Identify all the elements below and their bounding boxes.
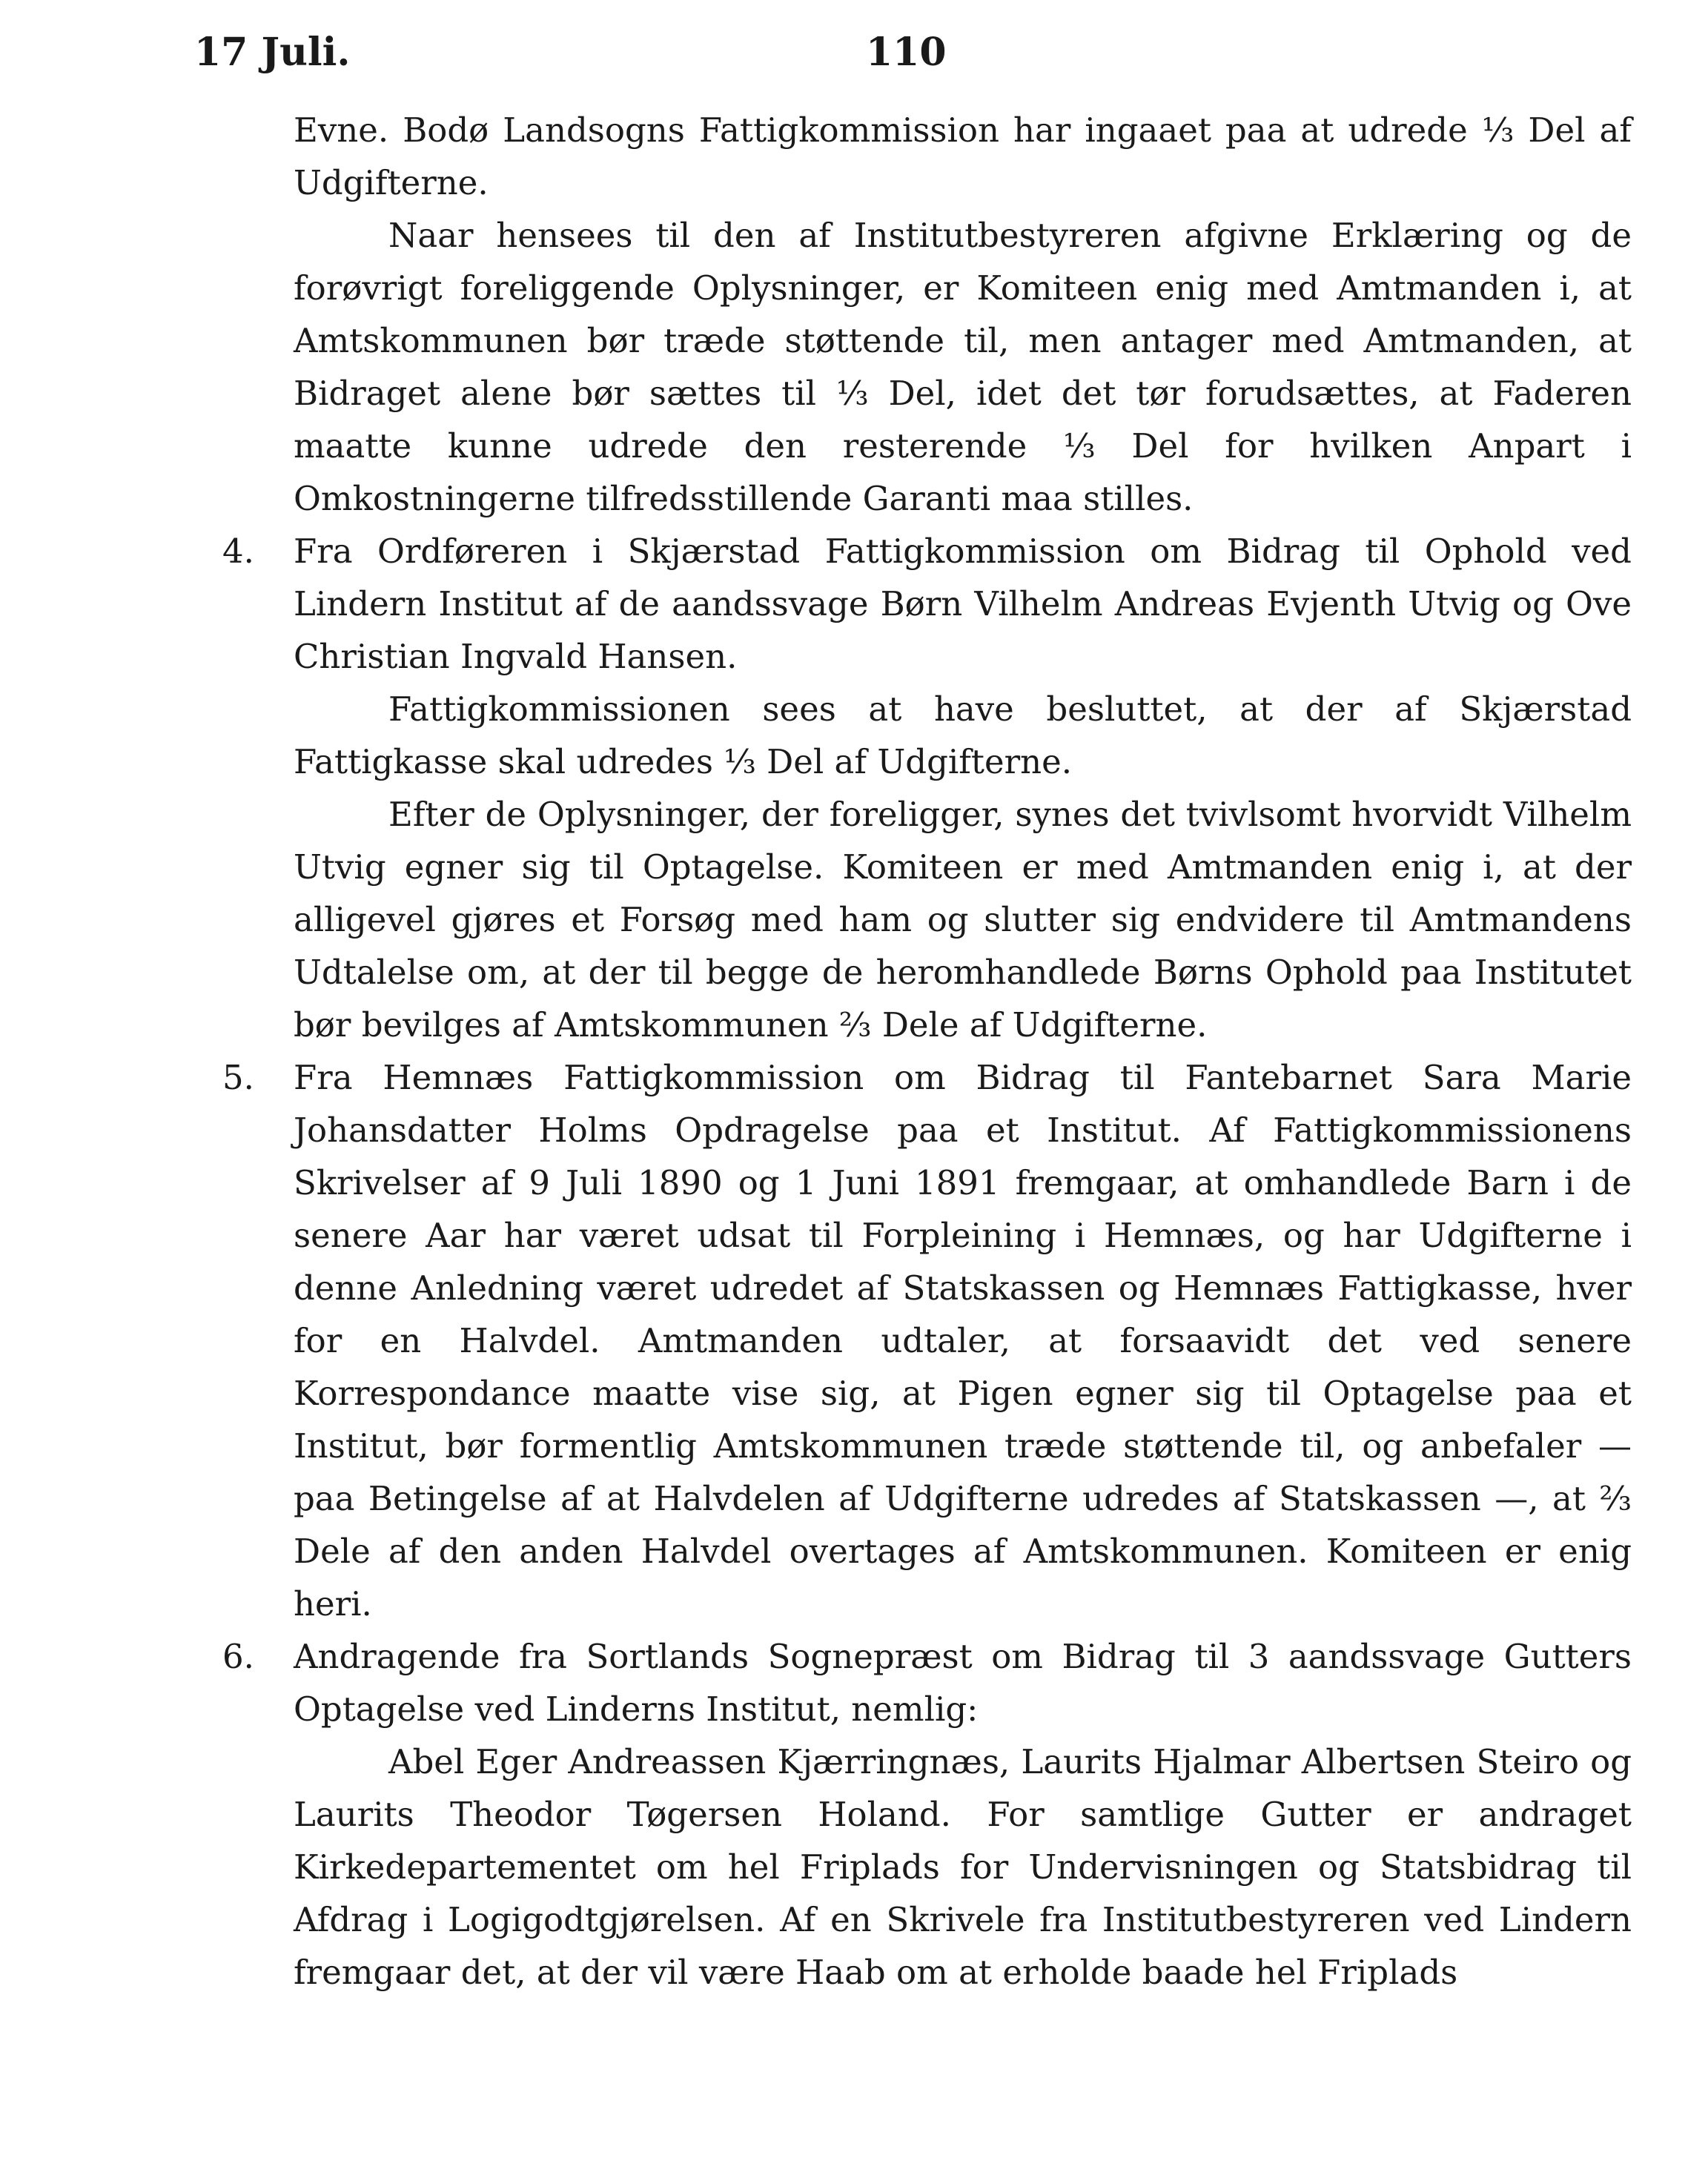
item-6-number: 6. [222,1637,254,1676]
item-4-paragraph-3: Efter de Oplysninger, der foreligger, synes det tvivlsomt hvorvidt Vilhelm Utvig egner sig til Optagelse. Komiteen er med Amtmanden enig i, at der alligevel gjøres et Forsøg med ham og slutter sig endvidere til Amtmandens Udtalelse om, at der til begge de heromhandlede Børns Ophold paa Institutet bør bevilges af Amtskommunen ⅔ Dele af Udgifterne. [294,795,1632,1045]
item-6-paragraph-2: Abel Eger Andreassen Kjærringnæs, Laurits Hjalmar Albertsen Steiro og Laurits Theodor Tøgersen Holand. For samtlige Gutter er andraget Kirkedepartementet om hel Friplads for Undervisningen og Statsbidrag til Afdrag i Logigodtgjørelsen. Af en Skrivele fra Institutbestyreren ved Lindern fremgaar det, at der vil være Haab om at erholde baade hel Friplads [294,1742,1632,1992]
item-5-number: 5. [222,1058,254,1097]
paragraph-evne: Evne. Bodø Landsogns Fattigkommission har ingaaet paa at udrede ⅓ Del af Udgifterne. [294,110,1632,202]
header-date: 17 Juli. [194,30,351,75]
item-4 [222,525,1632,683]
page-number: 110 [866,30,947,75]
item-4-number: 4. [222,532,254,571]
item-4-text: Fra Ordføreren i Skjærstad Fattigkommission om Bidrag til Ophold ved Lindern Institut af de aandssvage Børn Vilhelm Andreas Evjenth Utvig og Ove Christian Ingvald Hansen. [294,532,1632,676]
paragraph-komiteen: Naar hensees til den af Institutbestyreren afgivne Erklæring og de forøvrigt foreliggende Oplysninger, er Komiteen enig med Amtmanden i, at Amtskommunen bør træde støttende til, men antager med Amtmanden, at Bidraget alene bør sættes til ⅓ Del, idet det tør forudsættes, at Faderen maatte kunne udrede den resterende ⅓ Del for hvilken Anpart i Omkostningerne tilfredsstillende Garanti maa stilles. [294,216,1632,518]
item-6 [222,1630,1632,1735]
item-4-paragraph-2: Fattigkommissionen sees at have besluttet, at der af Skjærstad Fattigkasse skal udredes ⅓ Del af Udgifterne. [294,689,1632,781]
item-5-text: Fra Hemnæs Fattigkommission om Bidrag til Fantebarnet Sara Marie Johansdatter Holms Opdragelse paa et Institut. Af Fattigkommissionens Skrivelser af 9 Juli 1890 og 1 Juni 1891 fremgaar, at omhandlede Barn i de senere Aar har været udsat til Forpleining i Hemnæs, og har Udgifterne i denne Anledning været udredet af Statskassen og Hemnæs Fattigkasse, hver for en Halvdel. Amtmanden udtaler, at forsaavidt det ved senere Korrespondance maatte vise sig, at Pigen egner sig til Optagelse paa et Institut, bør formentlig Amtskommunen træde støttende til, og anbefaler — paa Betingelse af at Halvdelen af Udgifterne udredes af Statskassen —, at ⅔ Dele af den anden Halvdel overtages af Amtskommunen. Komiteen er enig heri. [294,1058,1632,1624]
item-6-text: Andragende fra Sortlands Sognepræst om Bidrag til 3 aandssvage Gutters Optagelse ved Linderns Institut, nemlig: [294,1637,1632,1729]
item-5 [222,1051,1632,1630]
document-body [222,104,1632,1999]
